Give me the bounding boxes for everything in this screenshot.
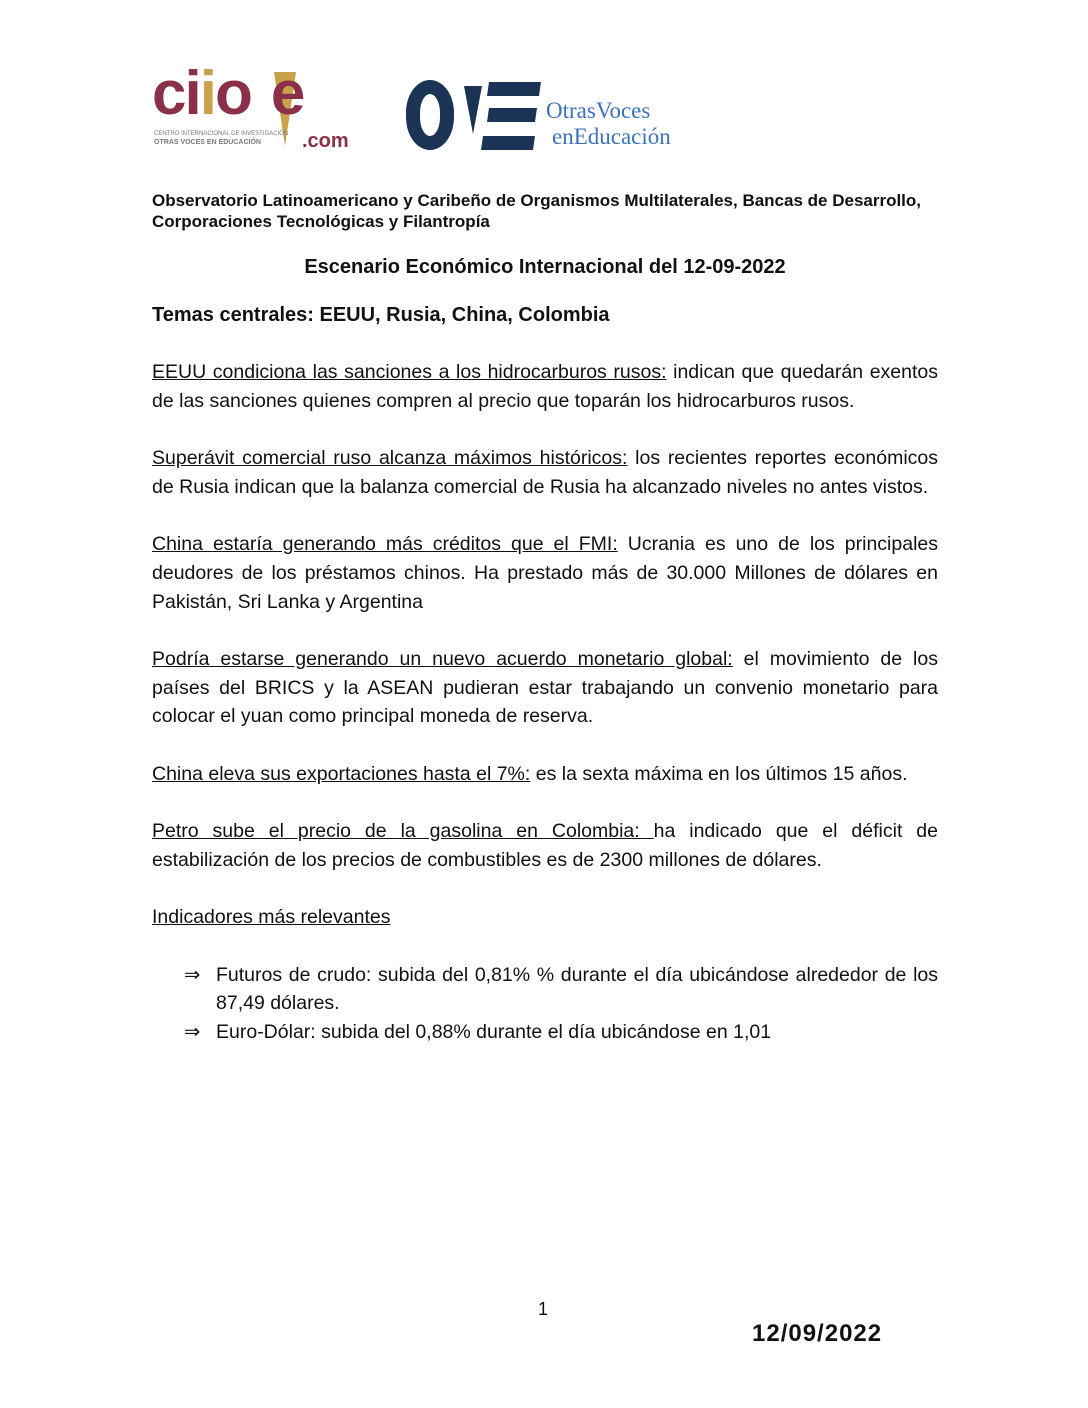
ove-logo-v-mark-icon bbox=[464, 86, 482, 134]
indicators-heading: Indicadores más relevantes bbox=[152, 906, 391, 929]
double-arrow-right-icon: ⇒ bbox=[184, 1021, 201, 1044]
footer-date: 12/09/2022 bbox=[752, 1320, 883, 1347]
ciive-logo-subtitle: CENTRO INTERNACIONAL DE INVESTIGACIÓN OTRAS VOCES EN EDUCACIÓN bbox=[154, 131, 289, 146]
news-headline: Petro sube el precio de la gasolina en Colombia: bbox=[152, 820, 654, 843]
indicator-item: ⇒ Futuros de crudo: subida del 0,81% % durante el día ubicándose alrededor de los 87,49 dólares. bbox=[152, 961, 938, 1018]
ciive-logo-wordmark: ciio e bbox=[152, 59, 304, 128]
page-number: 1 bbox=[538, 1299, 549, 1319]
news-item bbox=[152, 358, 938, 415]
indicator-item: ⇒ Euro-Dólar: subida del 0,88% durante el día ubicándose en 1,01 bbox=[152, 1018, 938, 1047]
news-headline: Podría estarse generando un nuevo acuerdo monetario global: bbox=[152, 647, 733, 670]
ove-logo-o-mark-icon bbox=[406, 80, 454, 150]
document-title: Escenario Económico Internacional del 12-09-2022 bbox=[304, 256, 786, 278]
news-headline: Superávit comercial ruso alcanza máximos históricos: bbox=[152, 447, 628, 470]
news-headline: China eleva sus exportaciones hasta el 7%: bbox=[152, 762, 531, 785]
observatory-heading: Observatorio Latinoamericano y Caribeño de Organismos Multilaterales, Bancas de Desarrollo, Corporaciones Tecnológicas y Filantropía bbox=[152, 191, 922, 231]
news-item bbox=[152, 444, 938, 501]
double-arrow-right-icon: ⇒ bbox=[184, 963, 201, 986]
document-body bbox=[152, 358, 938, 1047]
indicators-list bbox=[152, 961, 938, 1047]
news-body: el movimiento de los países del BRICS y la ASEAN pudieran estar trabajando un convenio monetario para colocar el yuan como principal moneda de reserva. bbox=[152, 647, 938, 728]
news-body: los recientes reportes económicos de Rusia indican que la balanza comercial de Rusia ha alcanzado niveles no antes vistos. bbox=[152, 447, 938, 498]
ove-logo-text: OtrasVoces enEducación bbox=[546, 98, 671, 149]
news-body: Ucrania es uno de los principales deudores de los préstamos chinos. Ha prestado más de 30.000 Millones de dólares en Pakistán, Sri Lanka y Argentina bbox=[152, 533, 938, 613]
news-item bbox=[152, 817, 938, 874]
ciive-logo bbox=[152, 59, 362, 158]
news-item bbox=[152, 645, 938, 731]
news-headline: China estaría generando más créditos que el FMI: bbox=[152, 533, 618, 556]
ove-logo-e-bar-icon bbox=[481, 136, 535, 150]
ciive-logo-domain: .com bbox=[302, 130, 349, 152]
central-topics: Temas centrales: EEUU, Rusia, China, Colombia bbox=[152, 304, 610, 326]
ove-logo-e-bar-icon bbox=[487, 108, 537, 122]
ove-logo-e-bar-icon bbox=[487, 82, 541, 96]
news-body: es la sexta máxima en los últimos 15 años. bbox=[530, 762, 908, 785]
news-item bbox=[152, 530, 938, 616]
news-item bbox=[152, 760, 938, 789]
document-main bbox=[152, 190, 938, 1047]
ove-logo bbox=[406, 78, 706, 158]
news-headline: EEUU condiciona las sanciones a los hidrocarburos rusos: bbox=[152, 361, 667, 383]
news-body: indican que quedarán exentos de las sanciones quienes compren al precio que toparán los hidrocarburos rusos. bbox=[152, 361, 938, 412]
header-logos bbox=[152, 59, 712, 162]
news-body: ha indicado que el déficit de estabilización de los precios de combustibles es de 2300 millones de dólares. bbox=[152, 820, 938, 871]
